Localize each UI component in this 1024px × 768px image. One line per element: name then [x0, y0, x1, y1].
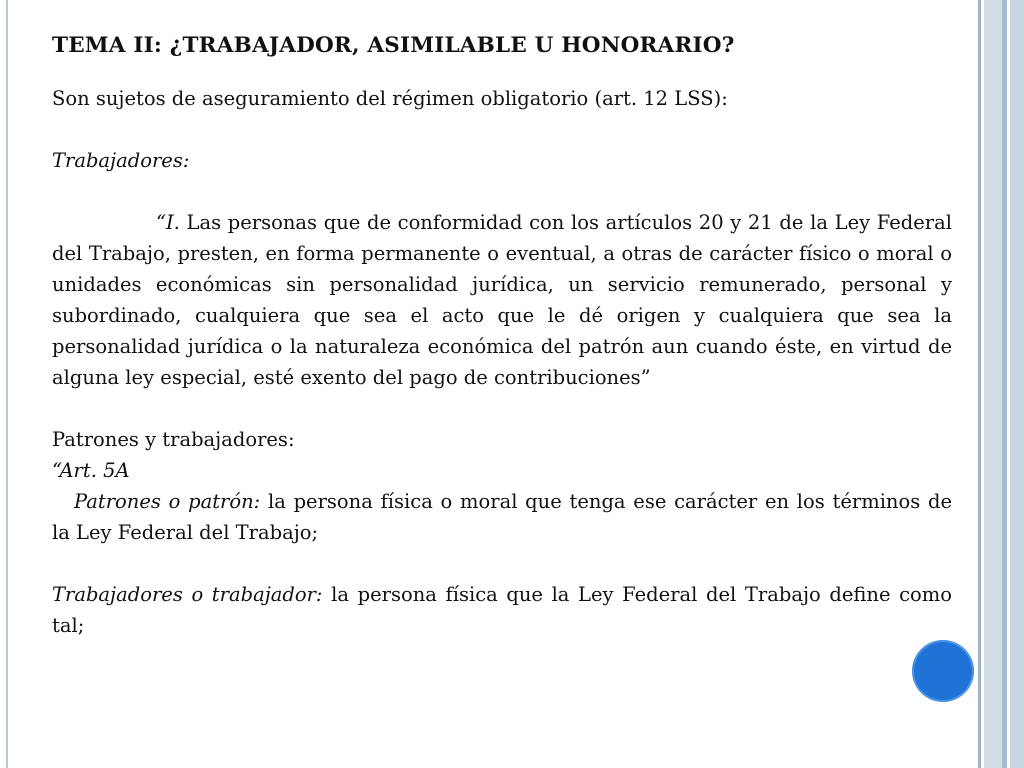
- slide-title: TEMA II: ¿TRABAJADOR, ASIMILABLE U HONORARIO?: [52, 33, 735, 58]
- stripe: [1010, 0, 1024, 768]
- trabajadores-definition: [52, 579, 952, 641]
- stripe: [1002, 0, 1007, 768]
- legal-quote-paragraph: [52, 207, 952, 393]
- right-decorative-stripes: [978, 0, 1024, 768]
- stripe: [984, 0, 1002, 768]
- section-heading-trabajadores: [52, 145, 952, 176]
- section-heading-trabajadores-text: Trabajadores:: [52, 149, 190, 172]
- quote-body: Las personas que de conformidad con los artículos 20 y 21 de la Ley Federal del Trabajo, presten, en forma permanente o eventual, a otras de carácter físico o moral o unidades económicas sin personalidad jurídica, un servicio remunerado, personal y subordinado, cualquiera que sea el acto que le dé origen y cualquiera que sea la personalidad jurídica o la naturaleza económica del patrón aun cuando éste, en virtud de alguna ley especial, esté exento del pago de contribuciones”: [52, 211, 952, 389]
- quote-lead: “I.: [156, 211, 180, 234]
- trabajadores-term: Trabajadores o trabajador:: [52, 583, 323, 606]
- decorative-circle-icon: [912, 640, 974, 702]
- slide-content: [52, 30, 952, 641]
- article-reference-text: “Art. 5A: [52, 459, 130, 482]
- patrones-definition: [52, 486, 952, 548]
- patrones-definition-text: la persona física o moral que tenga ese carácter en los términos de la Ley Federal del Trabajo;: [52, 490, 953, 544]
- intro-text: Son sujetos de aseguramiento del régimen obligatorio (art. 12 LSS):: [52, 87, 728, 110]
- left-border-line: [6, 0, 8, 768]
- section-heading-patrones: Patrones y trabajadores:: [52, 428, 295, 451]
- article-reference: [52, 455, 952, 486]
- trabajadores-definition-text: la persona física que la Ley Federal del Trabajo define como tal;: [52, 583, 953, 637]
- patrones-term: Patrones o patrón:: [74, 490, 261, 513]
- stripe: [978, 0, 981, 768]
